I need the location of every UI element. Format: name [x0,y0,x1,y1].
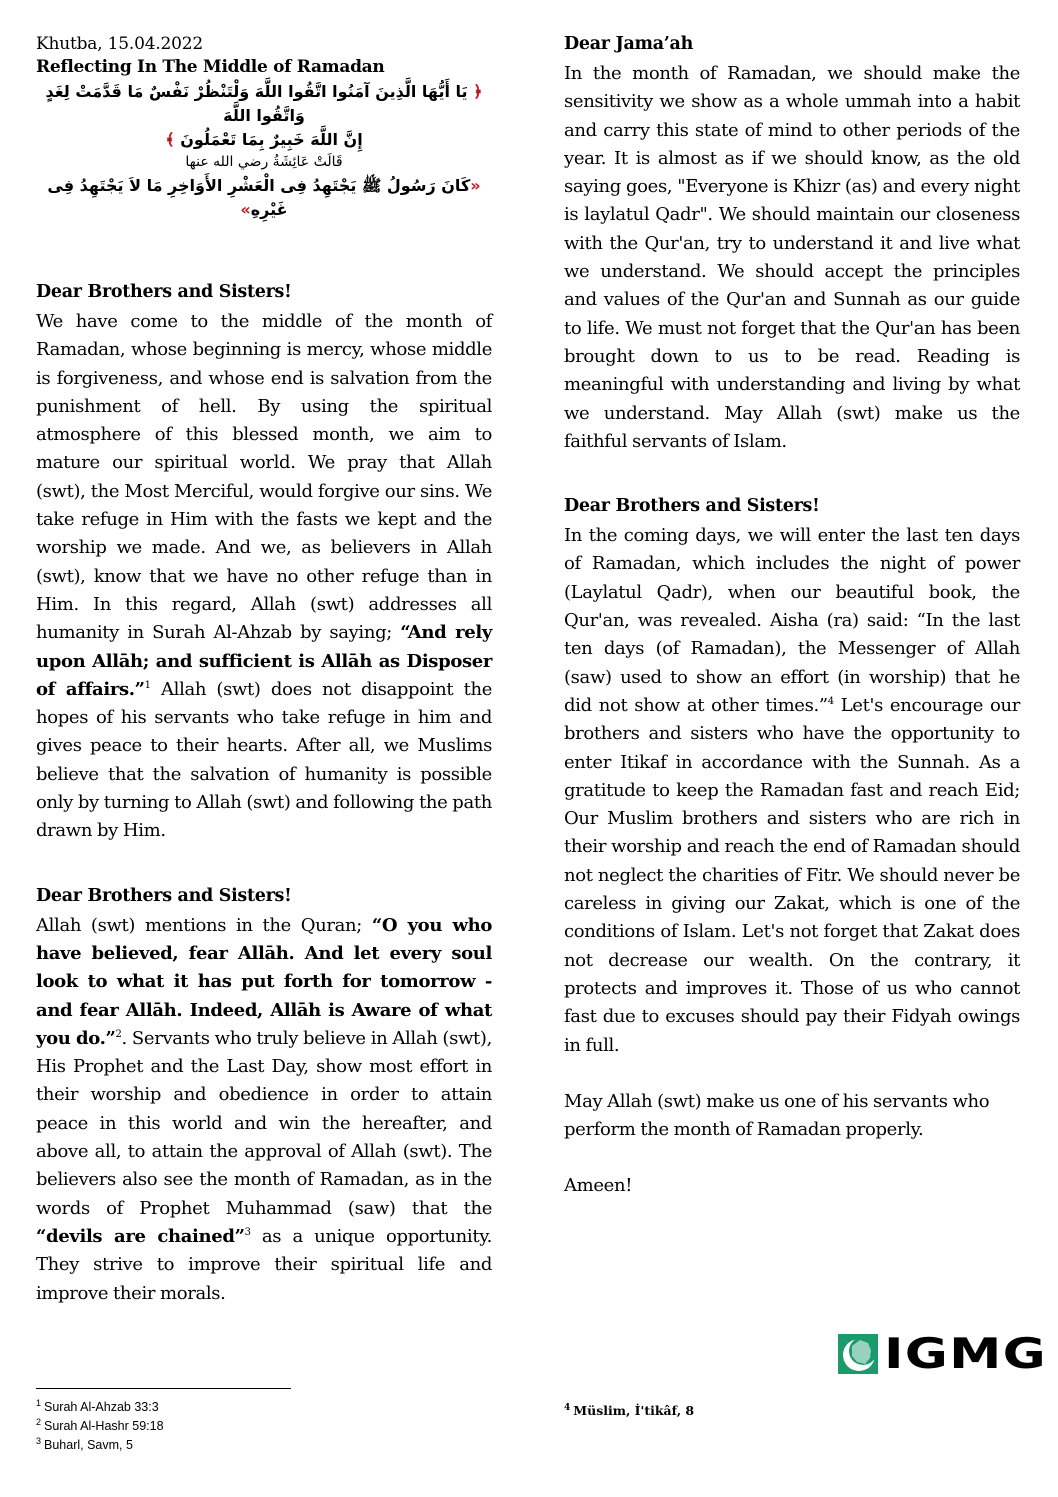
section-heading: Dear Jama’ah [564,34,693,54]
footnote-item: $^3$ Buharl, Savm, 5 [36,1435,133,1452]
quran-quote: “O you who have believed, fear Allāh. And let every soul look to what it has put forth for tomorrow - and fear Allāh. Indeed, Allāh is Aware of what you do.” [36,914,492,1049]
guillemet-open: « [470,176,481,195]
footnote-ref: 4 [827,695,834,707]
footnote-ref: 3 [244,1226,251,1238]
ornate-bracket-close: ﴾ [165,130,175,149]
footnote-divider [36,1388,291,1389]
section-paragraph: Allah (swt) mentions in the Quran; “O you who have believed, fear Allāh. And let every soul look to what it has put forth for tomorrow - and fear Allāh. Indeed, Allāh is Aware of what you do.”$^2$. Servants who truly believe in Allah (swt), His Prophet and the Last Day, show most effort in their worship and obedience in order to attain peace in this world and win the hereafter, and above all, to attain the approval of Allah (swt). The believers also see the month of Ramadan, as in the words of Prophet Muhammad (saw) that the “devils are chained”$^3$ as a unique opportunity. They strive to improve their spiritual life and improve their morals. [36,914,493,1304]
section-heading: Dear Brothers and Sisters! [36,282,292,302]
khutba-date: Khutba, 15.04.2022 [36,34,203,54]
arabic-hadith-line: «كَانَ رَسُولُ ﷺ يَجْتَهِدُ فِى الْعَشْرِ الأَوَاخِرِ مَا لاَ يَجْتَهِدُ فِى غَيْرِهِ» [47,176,481,219]
ameen-text: Ameen! [564,1175,633,1197]
arabic-header [36,80,492,222]
footnote-ref: 2 [115,1028,122,1040]
closing-prayer: May Allah (swt) make us one of his servants who perform the month of Ramadan properly. [564,1090,990,1141]
arabic-narrator-line: قَالَتْ عَائِشَةُ رضي الله عنها [185,154,343,170]
hadith-quote: “devils are chained” [36,1225,245,1247]
right-section-2 [564,494,1020,1060]
left-section-1 [36,280,492,846]
arabic-verse-line-2: إِنَّ اللَّهَ خَبِيرٌ بِمَا تَعْمَلُونَ ﴾ [165,130,363,149]
footnote-item: $^1$ Surah Al-Ahzab 33:3 [36,1397,159,1414]
guillemet-close: » [240,200,251,219]
section-heading: Dear Brothers and Sisters! [36,885,292,906]
right-section-1 [564,32,1020,456]
right-column [564,32,1020,1201]
igmg-logo-text: IGMG [884,1329,1047,1378]
igmg-logo [838,1329,1047,1378]
arabic-verse-line-1: ﴿ يَا أَيُّهَا الَّذِينَ آمَنُوا اتَّقُوا اللَّهَ وَلْتَنْظُرْ نَفْسٌ مَا قَدَّمَتْ لِغَدٍ وَاتَّقُوا اللَّهَ [45,82,483,125]
ornate-bracket-open: ﴿ [473,82,483,101]
footnote-item: $^4$ Müslim, İ'tikâf, 8 [564,1402,695,1418]
left-column [36,32,492,1308]
quran-quote: “And rely upon Allāh; and sufficient is Allāh as Disposer of affairs.” [36,622,492,700]
footnote-item: $^2$ Surah Al-Hashr 59:18 [36,1416,164,1433]
left-section-2 [36,884,492,1308]
section-heading: Dear Brothers and Sisters! [564,496,820,517]
section-paragraph: We have come to the middle of the month of Ramadan, whose beginning is mercy, whose middle is forgiveness, and whose end is salvation from the punishment of hell. By using the spiritual atmosphere of this blessed month, we aim to mature our spiritual world. We pray that Allah (swt), the Most Merciful, would forgive our sins. We take refuge in Him with the fasts we kept and the worship we made. And we, as believers in Allah (swt), know that we have no other refuge than in Him. In this regard, Allah (swt) addresses all humanity in Surah Al-Ahzab by saying; “And rely upon Allāh; and sufficient is Allāh as Disposer of affairs.”$^1$ Allah (swt) does not disappoint the hopes of his servants who take refuge in him and gives peace to their hearts. After all, we Muslims believe that the salvation of humanity is possible only by turning to Allah (swt) and following the path drawn by Him. [36,311,492,842]
footnote-ref: 1 [144,679,151,691]
section-paragraph: In the coming days, we will enter the last ten days of Ramadan, which includes the night of power (Laylatul Qadr), when our beautiful book, the Qur'an, was revealed. Aisha (ra) said: “In the last ten days (of Ramadan), the Messenger of Allah (saw) used to show an effort (in worship) that he did not show at other times.”$^4$ Let's encourage our brothers and sisters who have the opportunity to enter Itikaf in accordance with the Sunnah. As a gratitude to keep the Ramadan fast and reach Eid; Our Muslim brothers and sisters who are rich in their worship and reach the end of Ramadan should not neglect the charities of Fitr. We should never be careless in giving our Zakat, which is one of the conditions of Islam. Let's not forget that Zakat does not decrease our wealth. On the contrary, it protects and improves it. Those of us who cannot fast due to excuses should pay their Fidyah owings in full. [564,525,1020,1056]
khutba-title: Reflecting In The Middle of Ramadan [36,57,385,77]
igmg-crescent-logo-icon [838,1334,878,1374]
section-paragraph: In the month of Ramadan, we should make the sensitivity we show as a whole ummah into a habit and carry this state of mind to other periods of the year. It is almost as if we should know, as the old saying goes, "Everyone is Khizr (as) and every night is laylatul Qadr". We should maintain our closeness with the Qur'an, try to understand it and live what we understand. We should accept the principles and values of the Qur'an and Sunnah as our guide to life. We must not forget that the Qur'an has been brought down to us to be read. Reading is meaningful with understanding and living by what we understand. May Allah (swt) make us the faithful servants of Islam. [564,63,1020,452]
footnotes-left [36,1398,164,1455]
footnotes-right [564,1401,694,1420]
